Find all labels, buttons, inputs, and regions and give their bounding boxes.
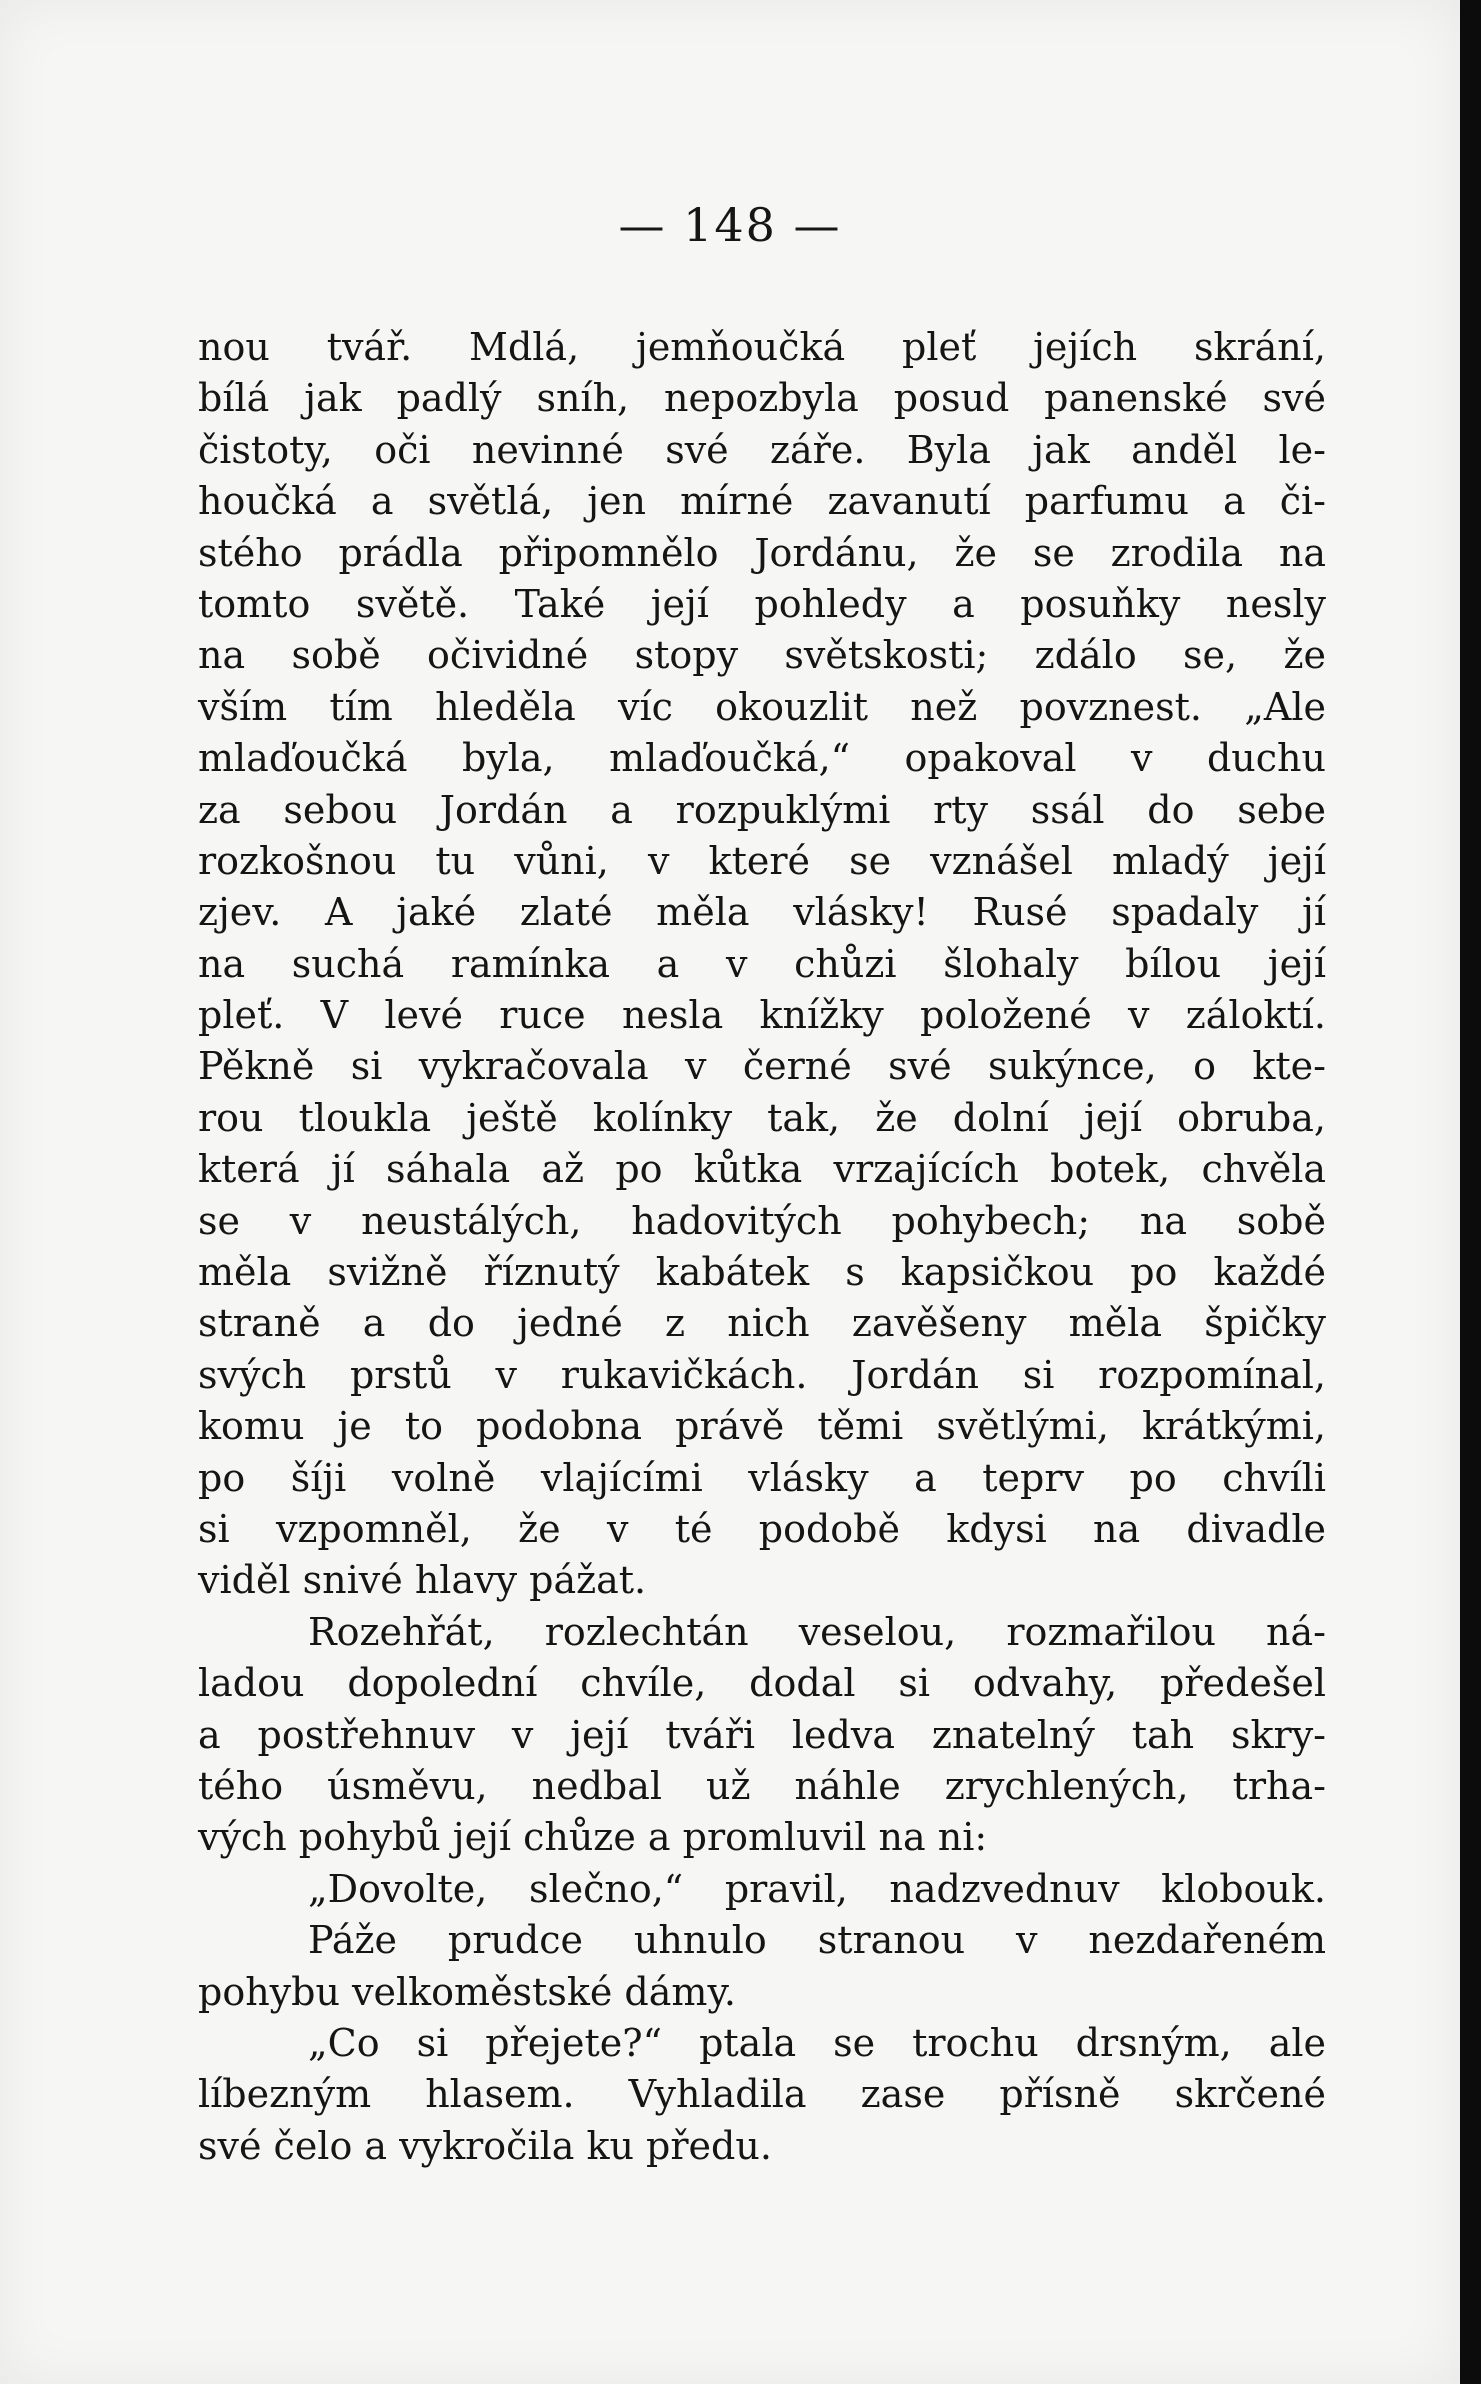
- text-line: která jí sáhala až po kůtka vrzajících botek, chvěla: [198, 1147, 1326, 1192]
- text-line: „Co si přejete?“ ptala se trochu drsným, ale: [308, 2020, 1326, 2065]
- text-line: po šíji volně vlajícími vlásky a teprv po chvíli: [198, 1455, 1326, 1500]
- text-line: na sobě očividné stopy světskosti; zdálo se, že: [198, 633, 1326, 678]
- text-line: Rozehřát, rozlechtán veselou, rozmařilou ná-: [308, 1609, 1326, 1654]
- text-line: pleť. V levé ruce nesla knížky položené v záloktí.: [198, 993, 1326, 1038]
- text-line: tého úsměvu, nedbal už náhle zrychlených, trha-: [198, 1763, 1326, 1808]
- text-line: pohybu velkoměstské dámy.: [198, 1969, 736, 2014]
- text-line: rozkošnou tu vůni, v které se vznášel mladý její: [198, 838, 1326, 883]
- text-line: ladou dopolední chvíle, dodal si odvahy, předešel: [198, 1661, 1326, 1706]
- text-line: Páže prudce uhnulo stranou v nezdařeném: [308, 1918, 1326, 1963]
- text-line: zjev. A jaké zlaté měla vlásky! Rusé spadaly jí: [198, 890, 1326, 935]
- text-line: viděl snivé hlavy pážat.: [198, 1558, 647, 1603]
- text-line: se v neustálých, hadovitých pohybech; na sobě: [198, 1198, 1326, 1243]
- text-line: houčká a světlá, jen mírné zavanutí parfumu a či-: [198, 479, 1326, 524]
- text-line: vším tím hleděla víc okouzlit než povznest. „Ale: [198, 684, 1326, 729]
- text-line: „Dovolte, slečno,“ pravil, nadzvednuv klobouk.: [308, 1866, 1326, 1911]
- text-line: rou tloukla ještě kolínky tak, že dolní její obruba,: [198, 1095, 1326, 1140]
- text-line: za sebou Jordán a rozpuklými rty ssál do sebe: [198, 787, 1326, 832]
- text-line: nou tvář. Mdlá, jemňoučká pleť jejích skrání,: [198, 325, 1326, 369]
- text-line: na suchá ramínka a v chůzi šlohaly bílou její: [198, 941, 1326, 986]
- text-line: Pěkně si vykračovala v černé své sukýnce, o kte-: [198, 1044, 1326, 1089]
- text-line: stého prádla připomnělo Jordánu, že se zrodila na: [198, 530, 1326, 575]
- text-line: líbezným hlasem. Vyhladila zase přísně skrčené: [198, 2072, 1326, 2117]
- scan-edge: [1460, 0, 1481, 2384]
- text-line: své čelo a vykročila ku předu.: [198, 2123, 772, 2168]
- text-line: tomto světě. Také její pohledy a posuňky nesly: [198, 581, 1326, 626]
- text-line: měla svižně říznutý kabátek s kapsičkou po každé: [198, 1250, 1326, 1295]
- text-line: si vzpomněl, že v té podobě kdysi na divadle: [198, 1506, 1326, 1551]
- text-line: komu je to podobna právě těmi světlými, krátkými,: [198, 1404, 1326, 1449]
- text-line: vých pohybů její chůze a promluvil na ni:: [198, 1815, 988, 1860]
- text-line: čistoty, oči nevinné své záře. Byla jak anděl le-: [198, 427, 1326, 472]
- text-line: straně a do jedné z nich zavěšeny měla špičky: [198, 1301, 1326, 1346]
- text-line: mlaďoučká byla, mlaďoučká,“ opakoval v duchu: [198, 736, 1326, 781]
- body-text: [198, 322, 1326, 2172]
- page-number: — 148 —: [618, 198, 842, 252]
- text-line: bílá jak padlý sníh, nepozbyla posud panenské své: [198, 376, 1326, 421]
- text-line: a postřehnuv v její tváři ledva znatelný tah skry-: [198, 1712, 1326, 1757]
- text-line: svých prstů v rukavičkách. Jordán si rozpomínal,: [198, 1352, 1326, 1397]
